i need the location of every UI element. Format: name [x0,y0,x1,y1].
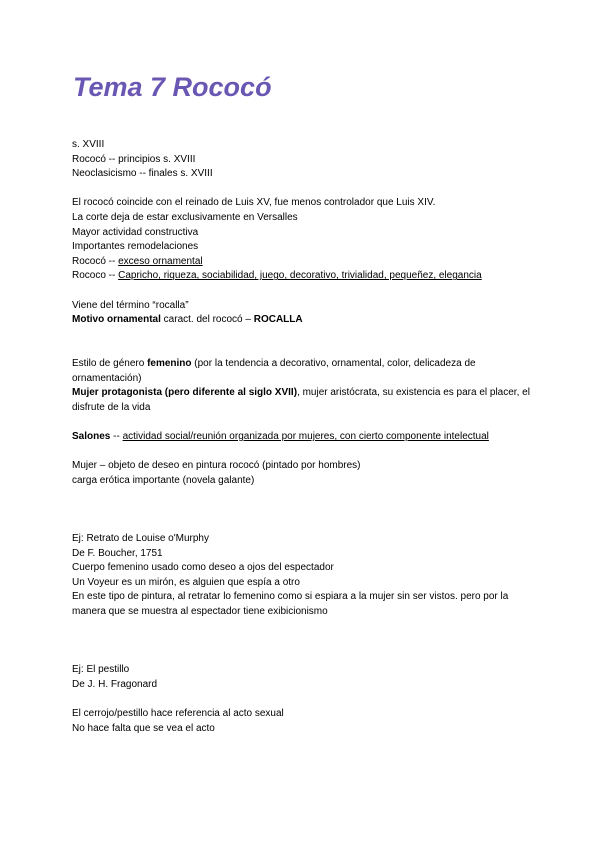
text-line: El cerrojo/pestillo hace referencia al acto sexual [72,708,284,720]
bold-text: Salones [72,430,111,442]
text-line: Ej: Retrato de Louise o'Murphy [72,533,209,545]
paragraph: En este tipo de pintura, al retratar lo femenino como si espiara a la mujer sin ser vistos. pero por la manera que se muestra al espectador tiene exibicionismo [72,591,509,618]
paragraph [72,357,542,386]
spacer [72,620,542,664]
text-line: carga erótica importante (novela galante) [72,474,255,486]
paragraph [72,430,542,445]
spacer [72,284,542,299]
spacer [72,182,542,197]
document-body [72,138,542,736]
text-line: No hace falta que se vea el acto [72,722,215,734]
plain-text: -- [110,430,123,442]
text-line: De J. H. Fragonard [72,679,158,690]
spacer [72,415,542,430]
text-line: Ej: El pestillo [72,664,130,676]
plain-text: (por la tendencia a decorativo, ornamental, color, delicadeza de ornamentación) [72,357,476,384]
line-prefix: Rococo -- [72,270,119,282]
spacer [72,444,542,459]
text-line: Mujer – objeto de deseo en pintura rococó (pintado por hombres) [72,460,361,472]
underlined-text: actividad social/reunión organizada por mujeres, con cierto componente intelectual [122,430,489,442]
text-line: El rococó coincide con el reinado de Luis XV, fue menos controlador que Luis XIV. [72,197,436,209]
text-line: Viene del término “rocalla” [72,299,189,311]
text-line: Mayor actividad constructiva [72,226,199,238]
paragraph [72,386,542,415]
text-line [72,255,542,270]
plain-text: caract. del rococó – [160,314,254,326]
underlined-text: Capricho, riqueza, sociabilidad, juego, decorativo, trivialidad, pequeñez, elegancia [118,270,482,282]
text-line: s. XVIII [72,139,105,150]
text-line: Rococó -- principios s. XVIII [72,153,196,165]
spacer [72,693,542,708]
spacer [72,328,542,357]
text-line: La corte deja de estar exclusivamente en Versalles [72,211,298,223]
text-line: Un Voyeur es un mirón, es alguien que espía a otro [72,576,300,588]
text-line: Importantes remodelaciones [72,241,199,253]
text-line [72,313,542,328]
text-line: Cuerpo femenino usado como deseo a ojos del espectador [72,562,334,574]
page-title: Tema 7 Rococó [73,72,272,102]
text-line: De F. Boucher, 1751 [72,547,163,559]
bold-text: Mujer protagonista (pero diferente al siglo XVII) [72,387,298,399]
bold-text: femenino [147,357,192,369]
bold-text: ROCALLA [253,314,303,326]
underlined-text: exceso ornamental [118,255,203,267]
plain-text: , mujer aristócrata, su existencia es para el placer, el disfrute de la vida [72,387,530,413]
text-line [72,269,542,284]
spacer [72,488,542,532]
line-prefix: Rococó -- [72,255,119,267]
text-line: Neoclasicismo -- finales s. XVIII [72,168,213,180]
bold-text: Motivo ornamental [72,314,161,326]
plain-text: Estilo de género [72,357,148,369]
